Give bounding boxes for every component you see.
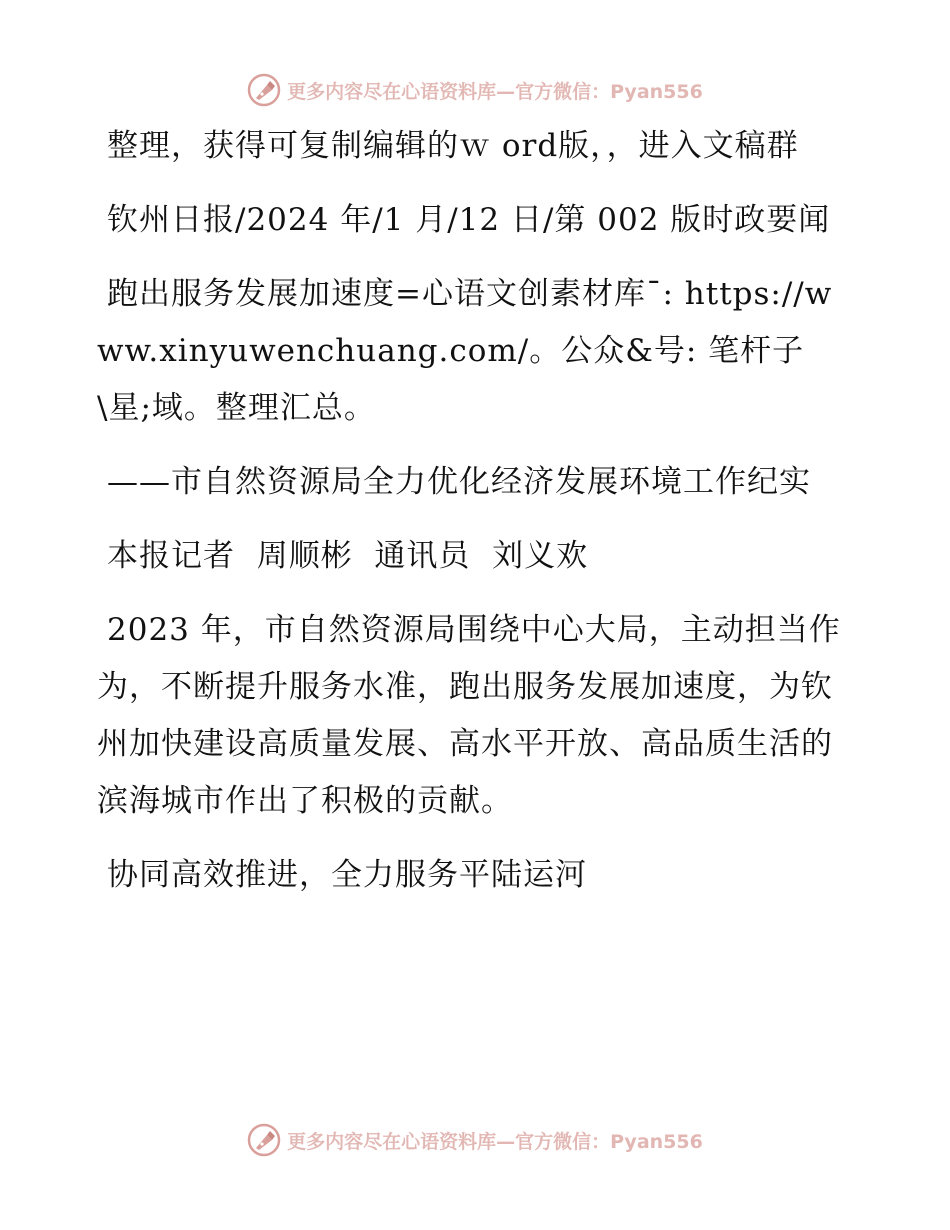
pen-nib-circle-icon xyxy=(247,1123,281,1157)
footer-watermark-banner xyxy=(0,1120,950,1160)
paragraph-byline: 本报记者 周顺彬 通讯员 刘义欢 xyxy=(107,538,589,574)
paragraph-headline: 跑出服务发展加速度=心语文创素材库¯: https://www.xinyuwenchuang.com/。公众&号: 笔杆子\星;域。整理汇总。 xyxy=(97,276,833,426)
paragraph-intro-note: 整理，获得可复制编辑的ｗ ord版，，进入文稿群 xyxy=(107,128,799,164)
document-body xyxy=(97,118,849,921)
paragraph-section-heading: 协同高效推进，全力服务平陆运河 xyxy=(107,857,587,893)
paragraph-subtitle: ——市自然资源局全力优化经济发展环境工作纪实 xyxy=(107,464,811,500)
paragraph-lead: 2023 年，市自然资源局围绕中心大局，主动担当作为，不断提升服务水准，跑出服务发展加速度，为钦州加快建设高质量发展、高水平开放、高品质生活的滨海城市作出了积极的贡献。 xyxy=(97,612,841,819)
watermark-text: 更多内容尽在心语资料库—官方微信：Pyan556 xyxy=(287,80,703,103)
paragraph-source-line: 钦州日报/2024 年/1 月/12 日/第 002 版时政要闻 xyxy=(107,202,831,238)
pen-nib-circle-icon xyxy=(247,73,281,107)
header-watermark-banner xyxy=(0,70,950,110)
watermark-text: 更多内容尽在心语资料库—官方微信：Pyan556 xyxy=(287,1130,703,1153)
